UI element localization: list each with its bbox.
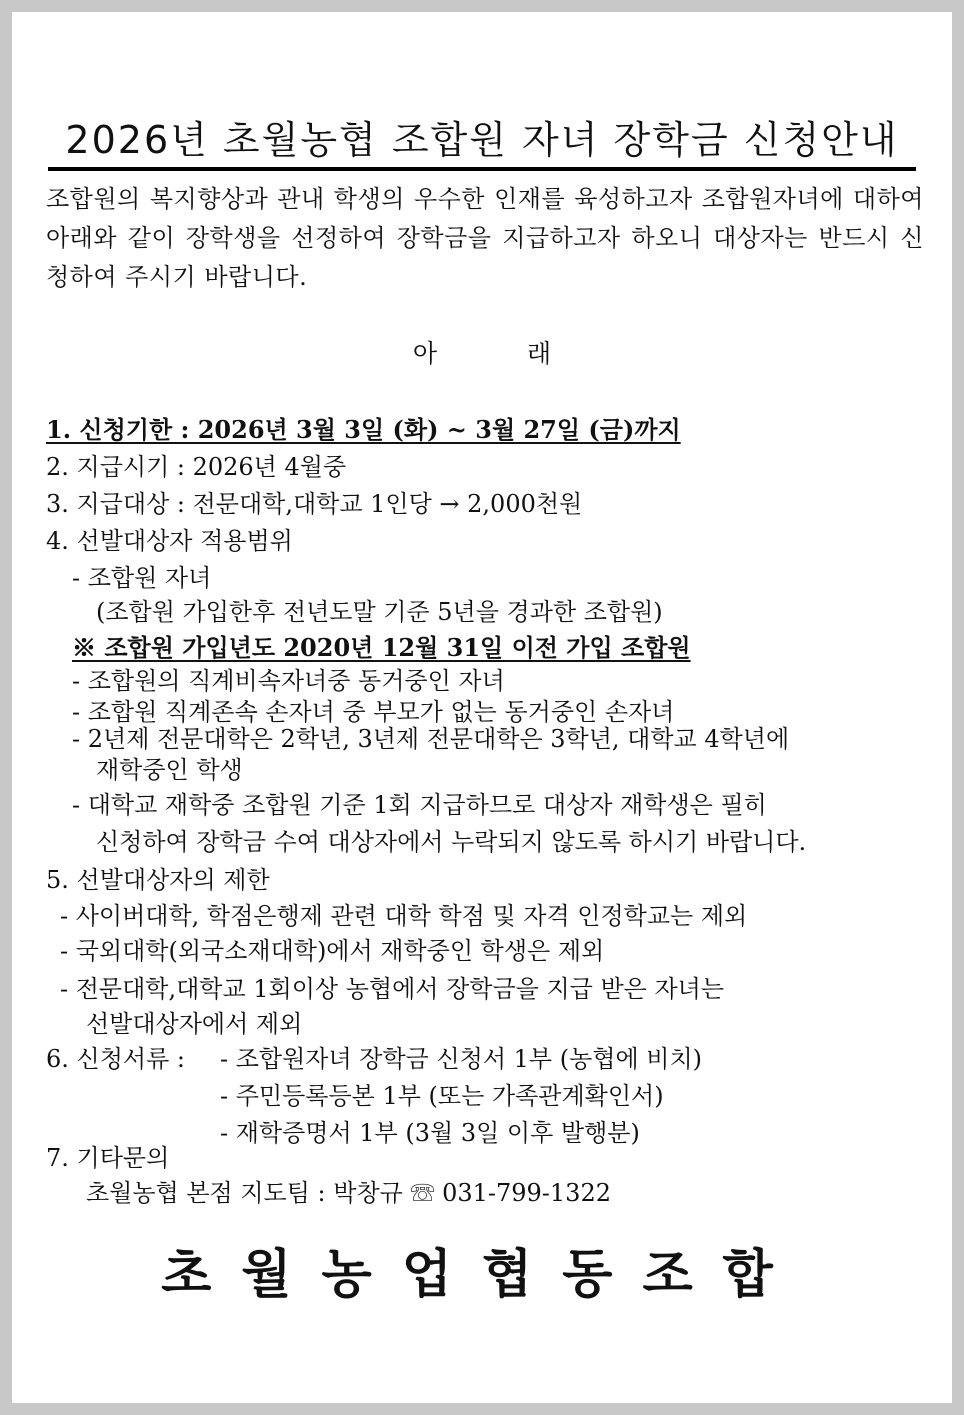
scope-mark: ※ 조합원 가입년도 2020년 12월 31일 이전 가입 조합원 [72, 633, 691, 662]
etc-contact: 초월농협 본점 지도팀 : 박창규 ☏ 031-799-1322 [86, 1179, 611, 1207]
limit-item-1: - 사이버대학, 학점은행제 관련 대학 학점 및 자격 인정학교는 제외 [60, 902, 748, 930]
item-limit-title: 5. 선발대상자의 제한 [46, 866, 270, 894]
limit-item-2: - 국외대학(외국소재대학)에서 재학중인 학생은 제외 [60, 937, 605, 965]
limit-item-3a: - 전문대학,대학교 1회이상 농협에서 장학금을 지급 받은 자녀는 [60, 975, 725, 1003]
limit-item-3b: 선발대상자에서 제외 [86, 1010, 303, 1038]
intro-paragraph: 조합원의 복지향상과 관내 학생의 우수한 인재를 육성하고자 조합원자녀에 대하여 아래와 같이 장학생을 선정하여 장학금을 지급하고자 하오니 대상자는 반드시 신청하여 주시기 바랍니다. [46, 185, 924, 291]
notice-heading-b: 래 [527, 339, 552, 368]
title-underline [48, 167, 916, 171]
scope-item-2: - 조합원의 직계비속자녀중 동거중인 자녀 [72, 667, 505, 695]
notice-heading [0, 336, 964, 372]
item-pay-time: 2. 지급시기 : 2026년 4월중 [46, 453, 347, 481]
page-title: 2026년 초월농협 조합원 자녀 장학금 신청안내 [65, 118, 899, 162]
scope-item-5a: - 대학교 재학중 조합원 기준 1회 지급하므로 대상자 재학생은 필히 [72, 791, 767, 819]
scope-item-3: - 조합원 직계존속 손자녀 중 부모가 없는 동거중인 손자녀 [72, 698, 675, 726]
docs-item-2: - 주민등록등본 1부 (또는 가족관계확인서) [220, 1082, 664, 1110]
item-etc-title: 7. 기타문의 [46, 1144, 170, 1172]
scope-item-1: - 조합원 자녀 [72, 564, 212, 592]
item-docs-label: 6. 신청서류 : [46, 1045, 185, 1073]
item-pay-target: 3. 지급대상 : 전문대학,대학교 1인당 → 2,000천원 [46, 490, 583, 518]
scope-item-4b: 재학중인 학생 [96, 756, 243, 784]
item-scope-title: 4. 선발대상자 적용범위 [46, 527, 293, 555]
docs-item-1: - 조합원자녀 장학금 신청서 1부 (농협에 비치) [220, 1045, 703, 1073]
scope-item-5b: 신청하여 장학금 수여 대상자에서 누락되지 않도록 하시기 바랍니다. [96, 828, 807, 856]
scope-item-4a: - 2년제 전문대학은 2학년, 3년제 전문대학은 3학년, 대학교 4학년에 [72, 725, 790, 753]
docs-item-3: - 재학증명서 1부 (3월 3일 이후 발행분) [220, 1119, 640, 1147]
scope-item-1-note: (조합원 가입한후 전년도말 기준 5년을 경과한 조합원) [96, 598, 663, 626]
item-deadline: 1. 신청기한 : 2026년 3월 3일 (화) ~ 3월 27일 (금)까지 [46, 415, 681, 444]
notice-heading-a: 아 [412, 339, 437, 368]
issuer-name: 초월농업협동조합 [161, 1245, 803, 1305]
